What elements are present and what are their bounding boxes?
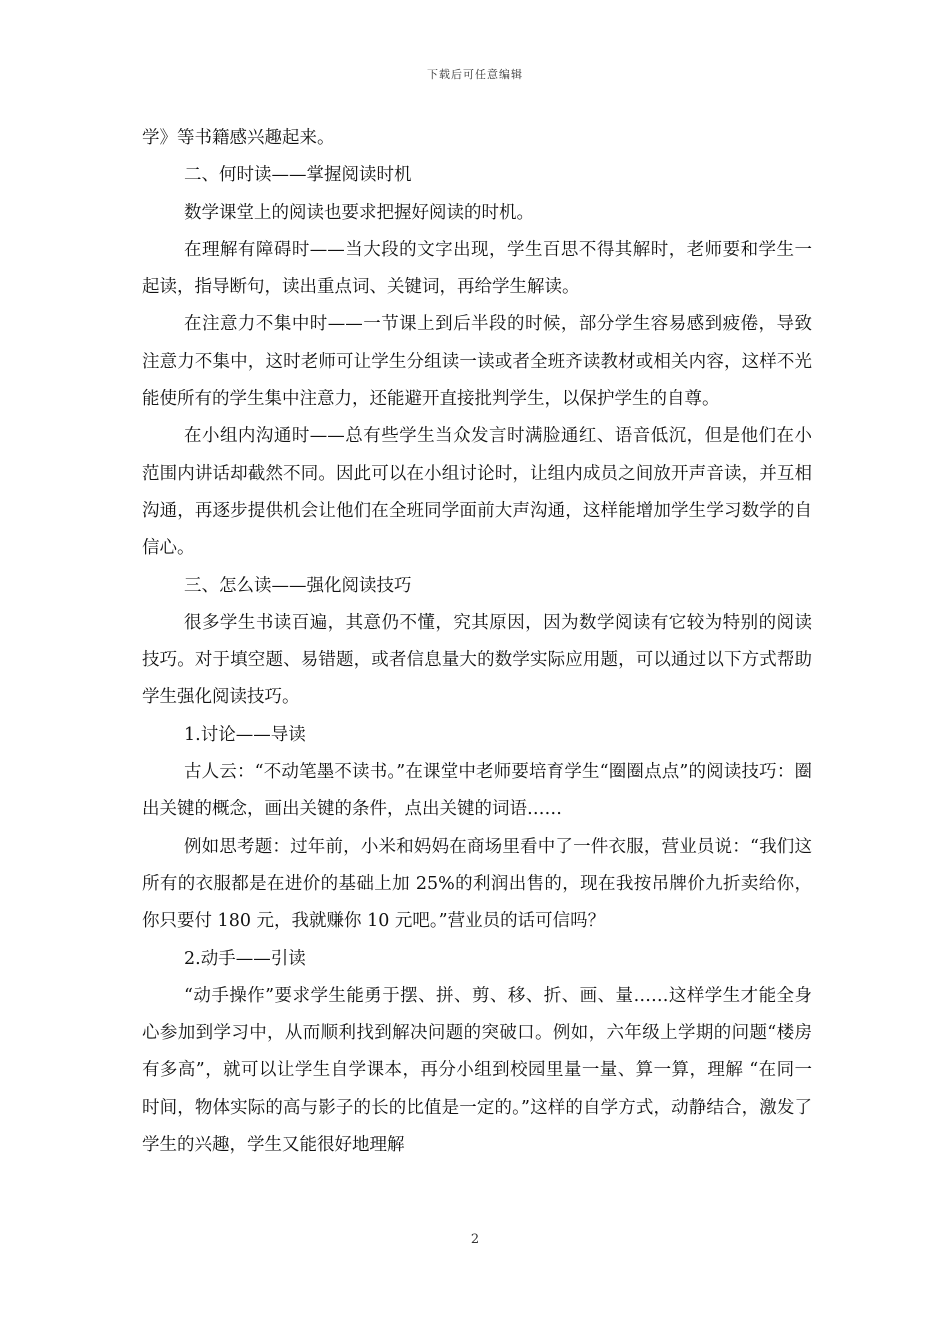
paragraph: 在理解有障碍时——当大段的文字出现，学生百思不得其解时，老师要和学生一起读，指导断句，读出重点词、关键词，再给学生解读。 <box>142 239 812 298</box>
section-heading-when-to-read: 二、何时读——掌握阅读时机 <box>184 165 412 186</box>
section-heading-how-to-read: 三、怎么读——强化阅读技巧 <box>184 575 412 596</box>
paragraph: 数学课堂上的阅读也要求把握好阅读的时机。 <box>184 202 534 223</box>
subheading-hands-on: 2.动手——引读 <box>184 948 306 969</box>
paragraph: 很多学生书读百遍，其意仍不懂，究其原因，因为数学阅读有它较为特别的阅读技巧。对于填空题、易错题，或者信息量大的数学实际应用题，可以通过以下方式帮助学生强化阅读技巧。 <box>142 612 812 708</box>
paragraph: 古人云：“不动笔墨不读书。”在课堂中老师要培育学生“圈圈点点”的阅读技巧：圈出关键的概念，画出关键的条件，点出关键的词语…… <box>142 762 812 820</box>
paragraph: 在注意力不集中时——一节课上到后半段的时候，部分学生容易感到疲倦，导致注意力不集中，这时老师可让学生分组读一读或者全班齐读教材或相关内容，这样不光能使所有的学生集中注意力，还能避开直接批判学生，以保护学生的自尊。 <box>142 314 812 410</box>
page-number: 2 <box>470 1232 480 1247</box>
document-body <box>142 120 812 1164</box>
subheading-discussion: 1.讨论——导读 <box>184 724 306 745</box>
paragraph-example: 例如思考题：过年前，小米和妈妈在商场里看中了一件衣服，营业员说：“我们这所有的衣服都是在进价的基础上加 25%的利润出售的，现在我按吊牌价九折卖给你，你只要付 180 元，我就赚你 10 元吧。”营业员的话可信吗？ <box>142 836 812 932</box>
paragraph-continuation: 学》等书籍感兴趣起来。 <box>142 128 335 148</box>
paragraph: 在小组内沟通时——总有些学生当众发言时满脸通红、语音低沉，但是他们在小范围内讲话却截然不同。因此可以在小组讨论时，让组内成员之间放开声音读，并互相沟通，再逐步提供机会让他们在全班同学面前大声沟通，这样能增加学生学习数学的自信心。 <box>142 426 812 559</box>
page-header: 下载后可任意编辑 <box>427 68 523 81</box>
paragraph: “动手操作”要求学生能勇于摆、拼、剪、移、折、画、量……这样学生才能全身心参加到学习中，从而顺利找到解决问题的突破口。例如，六年级上学期的问题“楼房有多高”，就可以让学生自学课本，再分小组到校园里量一量、算一算，理解 “在同一时间，物体实际的高与影子的长的比值是一定的。”这样的自学方式，动静结合，激发了学生的兴趣，学生又能很好地理解 <box>142 985 812 1156</box>
